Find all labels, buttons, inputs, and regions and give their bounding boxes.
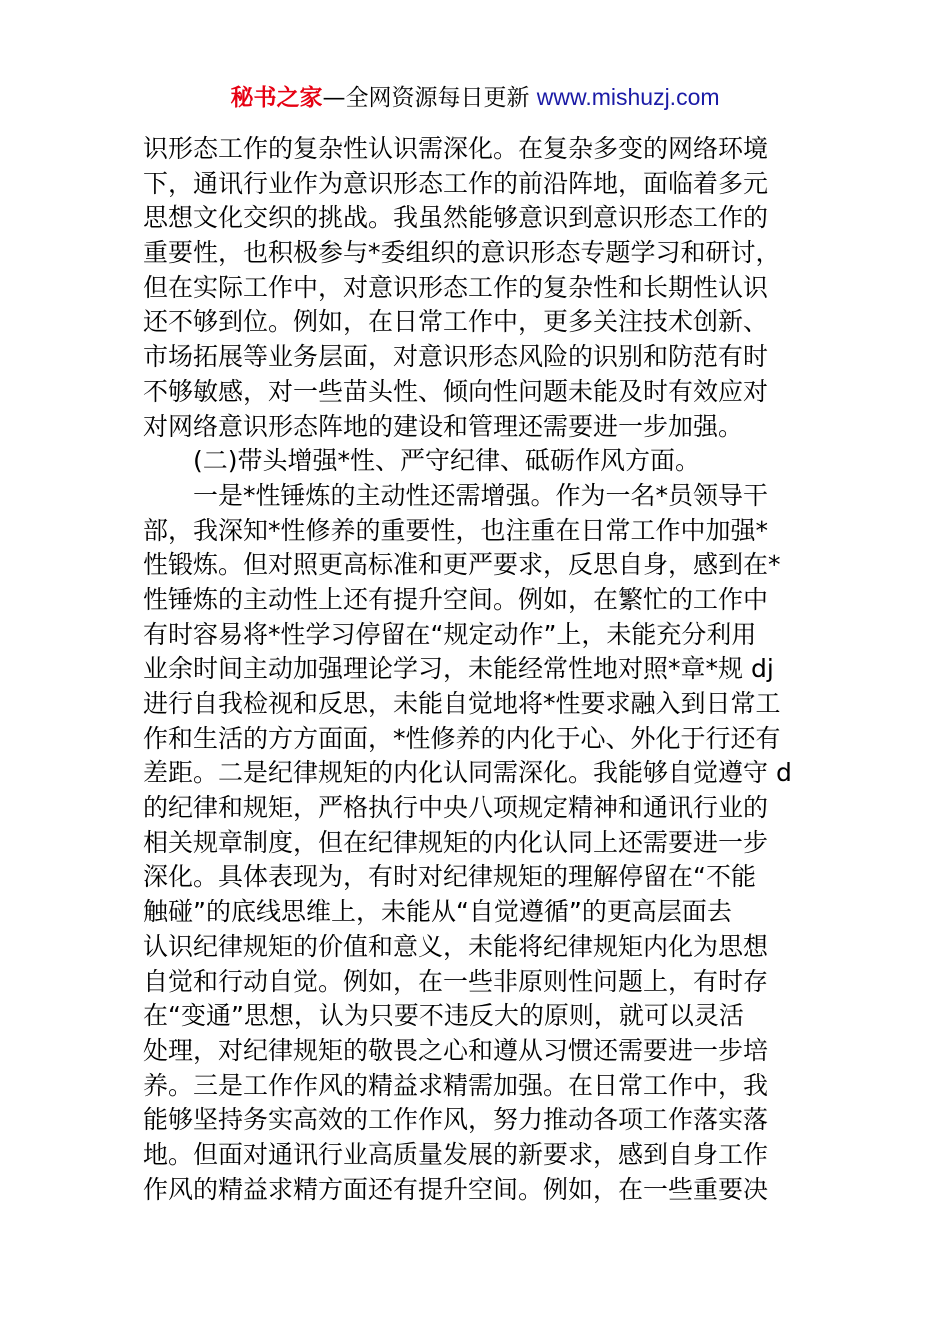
text-line: 业余时间主动加强理论学习，未能经常性地对照*章*规 dj bbox=[143, 654, 774, 684]
text-line: 的纪律和规矩，严格执行中央八项规定精神和通讯行业的 bbox=[143, 793, 769, 823]
text-line: 自觉和行动自觉。例如，在一些非原则性问题上，有时存 bbox=[143, 966, 769, 996]
text-line: 处理，对纪律规矩的敬畏之心和遵从习惯还需要进一步培 bbox=[143, 1035, 769, 1065]
text-line: 深化。具体表现为，有时对纪律规矩的理解停留在“不能 bbox=[143, 862, 756, 892]
text-line: 养。三是工作作风的精益求精需加强。在日常工作中，我 bbox=[143, 1070, 769, 1100]
text-line: 但在实际工作中，对意识形态工作的复杂性和长期性认识 bbox=[143, 272, 769, 302]
text-line: 性锤炼的主动性上还有提升空间。例如，在繁忙的工作中 bbox=[143, 584, 769, 614]
text-line: 不够敏感，对一些苗头性、倾向性问题未能及时有效应对 bbox=[143, 376, 769, 406]
text-line: 能够坚持务实高效的工作作风，努力推动各项工作落实落 bbox=[143, 1105, 769, 1135]
text-line: 对网络意识形态阵地的建设和管理还需要进一步加强。 bbox=[143, 411, 744, 441]
site-url-link[interactable]: www.mishuzj.com bbox=[536, 84, 720, 110]
text-line: 重要性，也积极参与*委组织的意识形态专题学习和研讨， bbox=[143, 238, 781, 268]
text-line: 思想文化交织的挑战。我虽然能够意识到意识形态工作的 bbox=[143, 203, 769, 233]
text-line: 在“变通”思想，认为只要不违反大的原则，就可以灵活 bbox=[143, 1001, 744, 1031]
text-line: 地。但面对通讯行业高质量发展的新要求，感到自身工作 bbox=[143, 1139, 769, 1169]
text-line: 有时容易将*性学习停留在“规定动作”上，未能充分利用 bbox=[143, 619, 757, 649]
text-line: 作和生活的方方面面，*性修养的内化于心、外化于行还有 bbox=[143, 723, 781, 753]
text-line: 相关规章制度，但在纪律规矩的内化认同上还需要进一步 bbox=[143, 827, 769, 857]
text-line: 一是*性锤炼的主动性还需增强。作为一名*员领导干 bbox=[193, 480, 769, 510]
text-line: 认识纪律规矩的价值和意义，未能将纪律规矩内化为思想 bbox=[143, 931, 769, 961]
text-line: 触碰”的底线思维上，未能从“自觉遵循”的更高层面去 bbox=[143, 897, 732, 927]
text-line: 市场拓展等业务层面，对意识形态风险的识别和防范有时 bbox=[143, 342, 769, 372]
text-line: 差距。二是纪律规矩的内化认同需深化。我能够自觉遵守 d bbox=[143, 758, 792, 788]
document-body bbox=[143, 132, 809, 1207]
site-header bbox=[0, 80, 950, 115]
text-line: 性锻炼。但对照更高标准和更严要求，反思自身，感到在* bbox=[143, 550, 781, 580]
site-tagline: —全网资源每日更新 bbox=[322, 85, 537, 111]
text-line: (二)带头增强*性、严守纪律、砥砺作风方面。 bbox=[193, 446, 701, 476]
site-brand: 秘书之家 bbox=[230, 85, 323, 111]
text-line: 部，我深知*性修养的重要性，也注重在日常工作中加强* bbox=[143, 515, 769, 545]
text-line: 作风的精益求精方面还有提升空间。例如，在一些重要决 bbox=[143, 1174, 769, 1204]
text-line: 进行自我检视和反思，未能自觉地将*性要求融入到日常工 bbox=[143, 689, 781, 718]
text-line: 识形态工作的复杂性认识需深化。在复杂多变的网络环境 bbox=[143, 134, 769, 163]
text-line: 下，通讯行业作为意识形态工作的前沿阵地，面临着多元 bbox=[143, 168, 769, 198]
text-line: 还不够到位。例如，在日常工作中，更多关注技术创新、 bbox=[143, 307, 769, 337]
